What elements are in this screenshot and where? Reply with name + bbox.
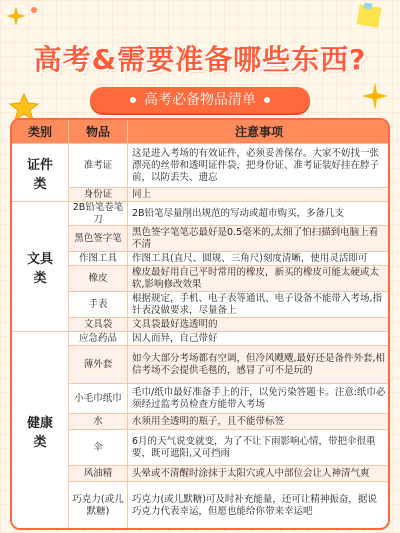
item-cell: 风油精 — [68, 466, 128, 481]
item-cell: 巧克力(或儿默糖) — [68, 482, 128, 530]
item-cell: 小毛巾纸巾 — [68, 384, 128, 413]
note-cell: 橡皮最好用自己平时常用的橡皮，新买的橡皮可能太硬或太软,影响修改效果 — [132, 266, 380, 290]
table-row — [12, 384, 388, 414]
table-row — [12, 332, 388, 346]
checklist-table — [10, 118, 390, 530]
dot-icon — [264, 97, 270, 103]
note-cell: 作图工具(直尺、圆规、三角尺)刻度清晰，使用灵活即可 — [132, 252, 368, 264]
category-cell: 证件 类 — [12, 144, 68, 202]
table-row — [12, 430, 388, 466]
table-row — [12, 318, 388, 332]
item-cell: 应急药品 — [68, 332, 128, 345]
category-cell: 文具 类 — [12, 202, 68, 332]
table-row — [12, 188, 388, 202]
header-note: 注意事项 — [234, 124, 283, 139]
note-cell: 文具袋最好选透明的 — [132, 318, 218, 330]
table-row — [12, 226, 388, 252]
table-row — [12, 266, 388, 292]
note-cell: 水须用全透明的瓶子，且不能带标签 — [132, 415, 285, 427]
table-header — [12, 120, 388, 144]
note-cell: 如今大部分考场都有空调，但冷风飕飕,最好还是备件外套,相信考场不会提供毛毯的，感冒了可不是玩的 — [132, 352, 386, 376]
table-row — [12, 414, 388, 430]
table-row — [12, 202, 388, 226]
table-row — [12, 252, 388, 266]
item-cell: 身份证 — [68, 188, 128, 201]
table-row — [12, 292, 388, 318]
item-cell: 文具袋 — [68, 318, 128, 331]
note-cell: 巧克力(或儿默糖)可及时补充能量，还可让精神振奋，据说巧克力代表幸运，但愿也能给你带来幸运吧 — [132, 494, 377, 517]
item-cell: 手表 — [68, 292, 128, 317]
item-cell: 薄外套 — [68, 346, 128, 383]
note-cell: 黑色签字笔笔芯最好是0.5毫米的,太细了怕扫描到电脑上看不清 — [132, 226, 379, 250]
note-cell: 同上 — [132, 188, 152, 200]
note-cell: 这是进入考场的有效证件，必须妥善保存。大家不妨找一张漂亮的丝带和透明证件袋，把身份证、准考证装好挂在脖子前，以防丢失、遗忘 — [132, 147, 380, 183]
header-category: 类别 — [27, 124, 52, 139]
note-cell: 根据规定，手机、电子表等通讯、电子设备不能带入考场,指针表没做要求，尽量备上 — [132, 292, 383, 316]
banner-label: 高考必备物品清单 — [144, 92, 256, 108]
table-row — [12, 346, 388, 384]
sticky-note-icon — [350, 2, 390, 32]
page-title: 高考&需要准备哪些东西? — [33, 43, 367, 76]
table-row — [12, 144, 388, 188]
item-cell: 黑色签字笔 — [68, 226, 128, 251]
list-banner — [90, 87, 310, 113]
note-cell: 头晕或不清醒时涂抹于太阳穴或人中部位会让人神清气爽 — [132, 467, 370, 479]
item-cell: 准考证 — [68, 144, 128, 187]
note-cell: 2B铅笔尽量削出规范的写动或超市购买，多备几支 — [132, 207, 345, 219]
note-cell: 6月的天气说变就变，为了不让下雨影响心情，带把伞很重要，既可遮阳,又可挡雨 — [132, 435, 376, 459]
item-cell: 作图工具 — [68, 252, 128, 265]
sparkle-icon — [4, 2, 44, 32]
note-cell: 因人而异，自己带好 — [132, 332, 218, 344]
header-item: 物品 — [68, 120, 128, 143]
item-cell: 伞 — [68, 430, 128, 465]
item-cell: 橡皮 — [68, 266, 128, 291]
item-cell: 2B铅笔卷笔刀 — [68, 202, 128, 225]
dot-icon — [130, 97, 136, 103]
table-row — [12, 466, 388, 482]
sparkle-icon — [360, 80, 390, 112]
item-cell: 水 — [68, 414, 128, 429]
category-cell: 健康 类 — [12, 332, 68, 530]
note-cell: 毛巾/纸巾最好准备手上的汗，以免污染答题卡。注意:纸巾必须经过监考员检查方能带入考场 — [132, 386, 386, 410]
table-row — [12, 482, 388, 530]
